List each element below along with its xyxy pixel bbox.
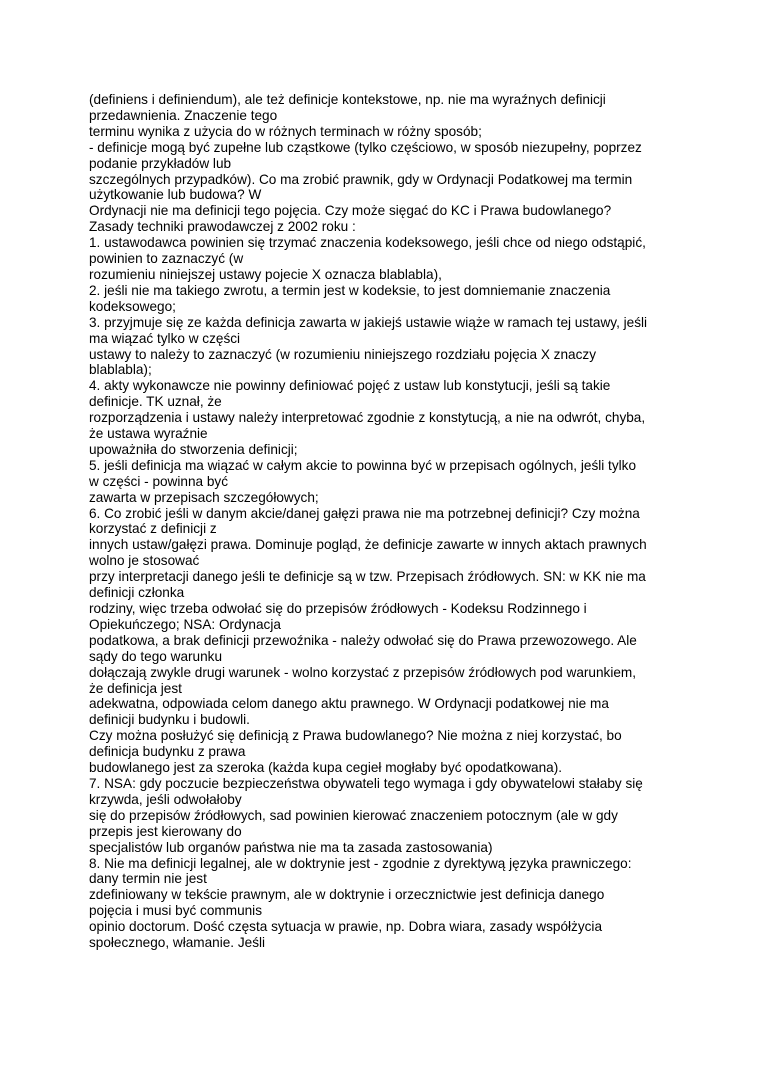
- text-line: użytkowanie lub budowa? W: [89, 187, 262, 203]
- text-line: 4. akty wykonawcze nie powinny definiować pojęć z ustaw lub konstytucji, jeśli są takie: [89, 378, 611, 394]
- text-line: 6. Co zrobić jeśli w danym akcie/danej gałęzi prawa nie ma potrzebnej definicji? Czy można: [89, 505, 640, 521]
- text-line: definicje. TK uznał, że: [89, 394, 222, 410]
- text-line: Czy można posłużyć się definicją z Prawa budowlanego? Nie można z niej korzystać, bo: [89, 728, 622, 744]
- text-line: kodeksowego;: [89, 298, 176, 314]
- text-line: opinio doctorum. Dość częsta sytuacja w prawie, np. Dobra wiara, zasady współżycia: [89, 919, 603, 935]
- text-line: specjalistów lub organów państwa nie ma ta zasada zastosowania): [89, 839, 493, 855]
- text-line: adekwatna, odpowiada celom danego aktu prawnego. W Ordynacji podatkowej nie ma: [89, 696, 609, 712]
- text-line: 2. jeśli nie ma takiego zwrotu, a termin jest w kodeksie, to jest domniemanie znaczenia: [89, 282, 611, 298]
- text-line: rodziny, więc trzeba odwołać się do przepisów źródłowych - Kodeksu Rodzinnego i: [89, 601, 587, 616]
- text-line: Opiekuńczego; NSA: Ordynacja: [89, 616, 281, 632]
- text-line: 5. jeśli definicja ma wiązać w całym akcie to powinna być w przepisach ogólnych, jeśli tylko: [89, 457, 637, 473]
- text-line: 7. NSA: gdy poczucie bezpieczeństwa obywateli tego wymaga i gdy obywatelowi stałaby się: [89, 775, 643, 791]
- text-line: że definicja jest: [89, 680, 182, 696]
- text-line: blablabla);: [89, 362, 152, 378]
- text-line: Zasady techniki prawodawczej z 2002 roku :: [89, 219, 356, 235]
- text-line: przy interpretacji danego jeśli te definicje są w tzw. Przepisach źródłowych. SN: w KK nie ma: [89, 569, 646, 585]
- text-line: szczególnych przypadków). Co ma zrobić prawnik, gdy w Ordynacji Podatkowej ma termin: [89, 171, 633, 187]
- text-line: przedawnienia. Znaczenie tego: [89, 107, 278, 123]
- text-line: 3. przyjmuje się ze każda definicja zawarta w jakiejś ustawie wiąże w ramach tej ustawy, jeśli: [89, 314, 648, 330]
- text-line: korzystać z definicji z: [89, 521, 217, 537]
- text-line: (definiens i definiendum), ale też definicje kontekstowe, np. nie ma wyraźnych definicji: [89, 92, 606, 107]
- text-line: dany termin nie jest: [89, 871, 207, 887]
- text-line: się do przepisów źródłowych, sad powinien kierować znaczeniem potocznym (ale w gdy: [89, 807, 618, 823]
- text-line: rozumieniu niniejszej ustawy pojecie X oznacza blablabla),: [89, 266, 442, 282]
- text-line: przepis jest kierowany do: [89, 823, 242, 839]
- text-line: społecznego, włamanie. Jeśli: [89, 935, 266, 951]
- text-line: zdefiniowany w tekście prawnym, ale w doktrynie i orzecznictwie jest definicja danego: [89, 887, 605, 903]
- text-line: podanie przykładów lub: [89, 155, 232, 171]
- text-line: ustawy to należy to zaznaczyć (w rozumieniu niniejszego rozdziału pojęcia X znaczy: [89, 346, 596, 362]
- text-line: pojęcia i musi być communis: [89, 903, 263, 919]
- text-line: dołączają zwykle drugi warunek - wolno korzystać z przepisów źródłowych pod warunkiem,: [89, 664, 637, 680]
- text-line: w części - powinna być: [89, 473, 229, 489]
- text-line: terminu wynika z użycia do w różnych terminach w różny sposób;: [89, 123, 482, 139]
- text-line: innych ustaw/gałęzi prawa. Dominuje pogląd, że definicje zawarte w innych aktach prawnych: [89, 537, 647, 553]
- text-line: sądy do tego warunku: [89, 648, 223, 664]
- text-line: zawarta w przepisach szczegółowych;: [89, 489, 319, 505]
- text-line: wolno je stosować: [89, 553, 200, 569]
- text-line: krzywda, jeśli odwołałoby: [89, 791, 242, 807]
- text-line: 8. Nie ma definicji legalnej, ale w doktrynie jest - zgodnie z dyrektywą języka prawniczego:: [89, 855, 632, 871]
- text-line: powinien to zaznaczyć (w: [89, 251, 244, 267]
- text-line: podatkowa, a brak definicji przewoźnika - należy odwołać się do Prawa przewozowego. Ale: [89, 632, 637, 648]
- document-text: [89, 92, 689, 951]
- text-line: upoważniła do stworzenia definicji;: [89, 441, 298, 457]
- text-line: 1. ustawodawca powinien się trzymać znaczenia kodeksowego, jeśli chce od niego odstąpić,: [89, 235, 646, 251]
- text-line: definicji budynku i budowli.: [89, 712, 250, 728]
- text-line: - definicje mogą być zupełne lub cząstkowe (tylko częściowo, w sposób niezupełny, poprzez: [89, 139, 642, 155]
- text-line: budowlanego jest za szeroka (każda kupa cegieł mogłaby być opodatkowana).: [89, 760, 563, 776]
- text-line: że ustawa wyraźnie: [89, 426, 208, 442]
- text-line: rozporządzenia i ustawy należy interpretować zgodnie z konstytucją, a nie na odwrót, chyba,: [89, 410, 646, 426]
- text-line: definicji członka: [89, 585, 185, 601]
- text-line: ma wiązać tylko w części: [89, 330, 241, 346]
- text-line: Ordynacji nie ma definicji tego pojęcia. Czy może sięgać do KC i Prawa budowlanego?: [89, 203, 612, 219]
- text-line: definicja budynku z prawa: [89, 744, 246, 760]
